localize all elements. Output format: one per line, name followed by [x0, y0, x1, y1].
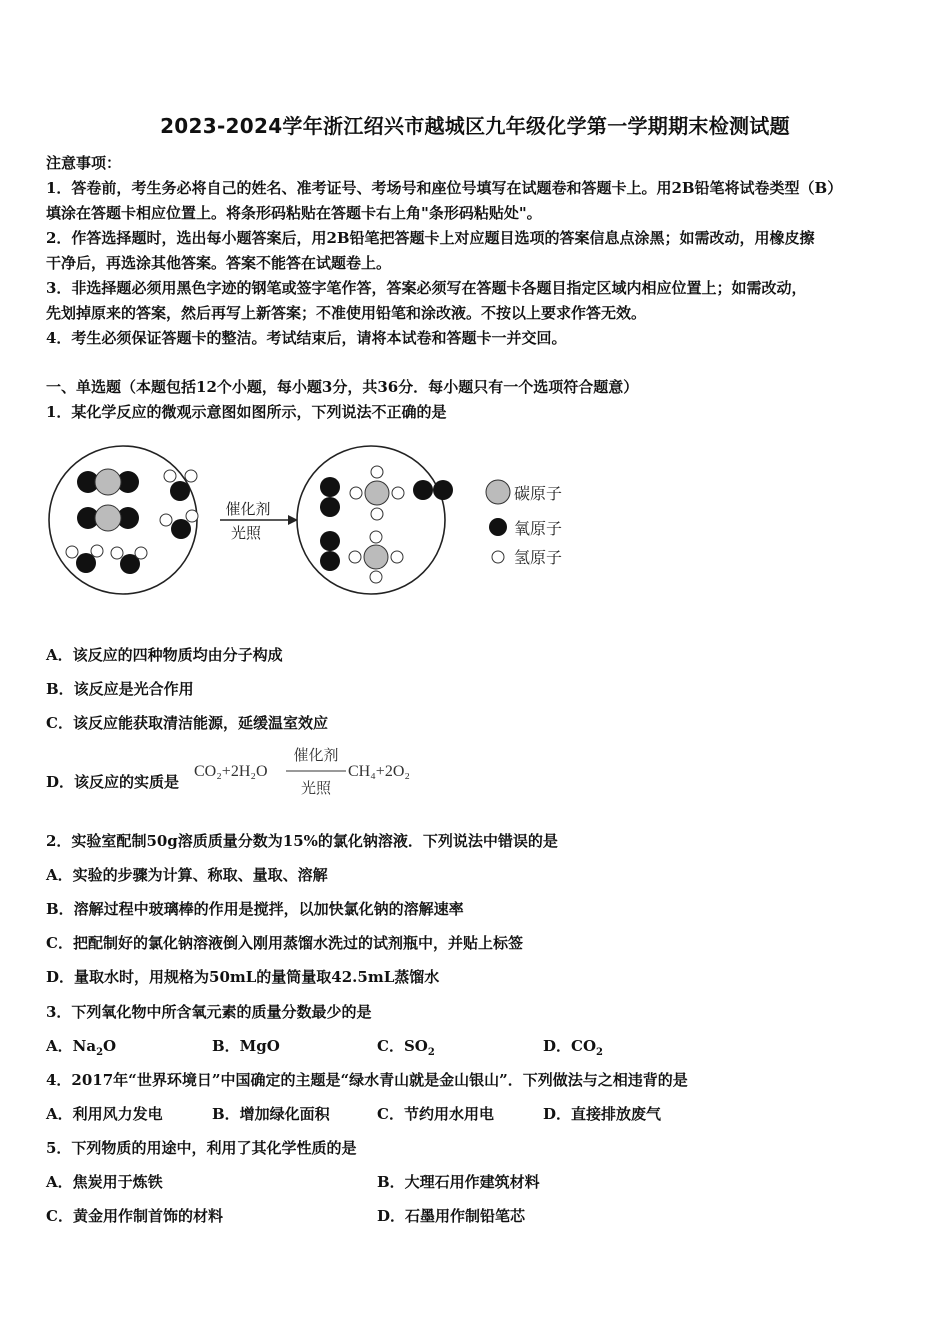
q2-option-b: B．溶解过程中玻璃棒的作用是搅拌，以加快氯化钠的溶解速率: [46, 900, 464, 918]
notice-line: 1．答卷前，考生务必将自己的姓名、准考证号、考场号和座位号填写在试题卷和答题卡上。用2B铅笔将试卷类型（B）: [46, 179, 843, 197]
question-stem: 4．2017年“世界环境日”中国确定的主题是“绿水青山就是金山银山”．下列做法与之相违背的是: [46, 1071, 688, 1089]
q3-option-d: D．$CO_2$: [543, 1037, 603, 1058]
q3-option-b: B．MgO: [212, 1037, 280, 1055]
q4-option-c: C．节约用水用电: [377, 1105, 494, 1123]
reaction-equation: [192, 744, 432, 800]
svg-text:光照: 光照: [300, 779, 332, 797]
question-stem: 2．实验室配制50g溶质质量分数为15%的氯化钠溶液．下列说法中错误的是: [46, 832, 558, 850]
q5-option-b: B．大理石用作建筑材料: [377, 1173, 540, 1191]
q1-option-b: B．该反应是光合作用: [46, 680, 194, 698]
arrow-label-bottom: 光照: [230, 524, 262, 542]
notice-line: 填涂在答题卡相应位置上。将条形码粘贴在答题卡右上角"条形码粘贴处"。: [46, 204, 542, 222]
notice-heading: 注意事项：: [46, 154, 122, 172]
arrow-label-top: 催化剂: [225, 500, 271, 518]
co2-molecule: [77, 505, 139, 531]
q4-option-b: B．增加绿化面积: [212, 1105, 330, 1123]
h2o-molecule: [111, 547, 147, 574]
reaction-diagram: [46, 432, 586, 612]
q5-option-c: C．黄金用作制首饰的材料: [46, 1207, 223, 1225]
q2-option-a: A．实验的步骤为计算、称取、量取、溶解: [46, 866, 328, 884]
question-stem: 5．下列物质的用途中，利用了其化学性质的是: [46, 1139, 357, 1157]
notice-line: 干净后，再选涂其他答案。答案不能答在试题卷上。: [46, 254, 392, 272]
svg-text:CO₂+2H₂O: CO₂+2H₂O: [194, 763, 268, 780]
legend-carbon: [486, 480, 562, 504]
h2o-molecule: [66, 545, 103, 573]
o2-molecule: [413, 480, 453, 500]
q5-option-a: A．焦炭用于炼铁: [46, 1173, 163, 1191]
co2-molecule: [77, 469, 139, 495]
q4-option-a: A．利用风力发电: [46, 1105, 163, 1123]
q4-option-d: D．直接排放废气: [543, 1105, 662, 1123]
q1-option-c: C．该反应能获取清洁能源，延缓温室效应: [46, 714, 328, 732]
question-stem: 3．下列氧化物中所含氧元素的质量分数最少的是: [46, 1003, 372, 1021]
svg-text:催化剂: 催化剂: [293, 746, 339, 764]
svg-text:氧原子: 氧原子: [514, 519, 563, 538]
question-stem: 1．某化学反应的微观示意图如图所示，下列说法不正确的是: [46, 403, 447, 421]
notice-line: 3．非选择题必须用黑色字迹的钢笔或签字笔作答，答案必须写在答题卡各题目指定区域内相应位置上；如需改动，: [46, 279, 807, 297]
svg-text:CH₄+2O₂: CH₄+2O₂: [348, 763, 410, 780]
notice-line: 2．作答选择题时，选出每小题答案后，用2B铅笔把答题卡上对应题目选项的答案信息点涂黑；如需改动，用橡皮擦: [46, 229, 815, 247]
o2-molecule: [320, 477, 340, 517]
notice-line: 4．考生必须保证答题卡的整洁。考试结束后，请将本试卷和答题卡一并交回。: [46, 329, 567, 347]
legend-oxygen: [489, 518, 562, 538]
svg-text:碳原子: 碳原子: [514, 484, 563, 503]
products-circle: [297, 446, 445, 594]
h2o-molecule: [160, 510, 198, 539]
q1-option-a: A．该反应的四种物质均由分子构成: [46, 646, 283, 664]
q2-option-c: C．把配制好的氯化钠溶液倒入刚用蒸馏水洗过的试剂瓶中，并贴上标签: [46, 934, 523, 952]
q3-option-a: A．$Na_2O$: [46, 1037, 117, 1058]
ch4-molecule: [350, 466, 404, 520]
o2-molecule: [320, 531, 340, 571]
section-heading: 一、单选题（本题包括12个小题，每小题3分，共36分．每小题只有一个选项符合题意）: [46, 378, 639, 396]
q2-option-d: D．量取水时，用规格为50mL的量筒量取42.5mL蒸馏水: [46, 968, 440, 986]
notice-line: 先划掉原来的答案，然后再写上新答案；不准使用铅笔和涂改液。不按以上要求作答无效。: [46, 304, 647, 322]
svg-text:氢原子: 氢原子: [514, 548, 563, 567]
q1-option-d: D．该反应的实质是: [46, 773, 180, 791]
q5-option-d: D．石墨用作制铅笔芯: [377, 1207, 526, 1225]
q3-option-c: C．$SO_2$: [377, 1037, 435, 1058]
legend-hydrogen: [492, 548, 562, 567]
page-title: 2023-2024学年浙江绍兴市越城区九年级化学第一学期期末检测试题: [160, 114, 790, 138]
ch4-molecule: [349, 531, 403, 583]
